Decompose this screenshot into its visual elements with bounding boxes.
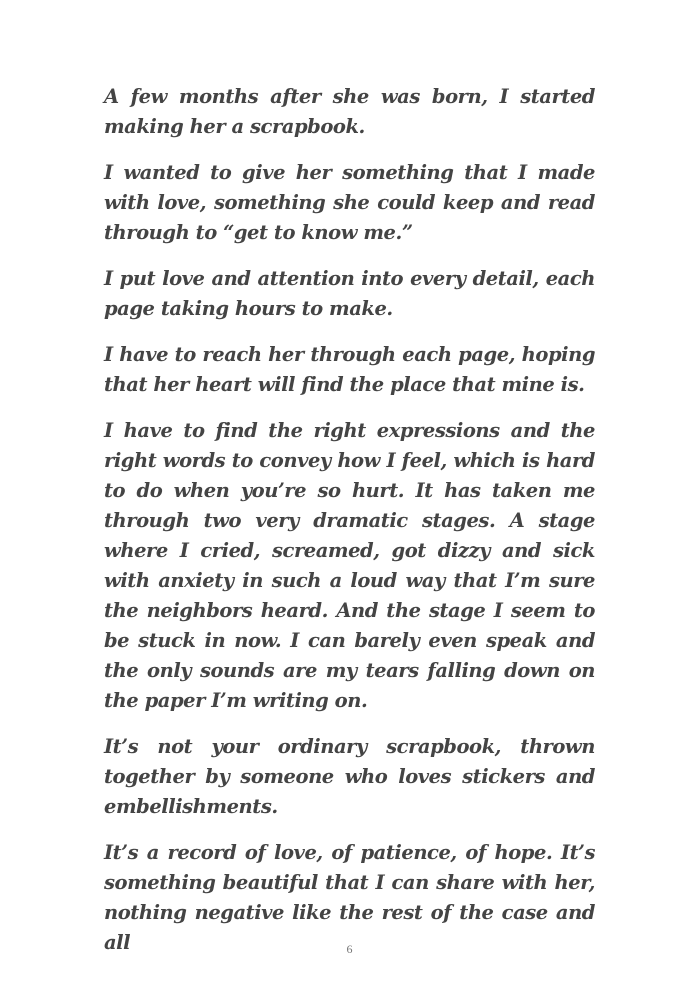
paragraph: I have to find the right expressions and the right words to convey how I feel, which is hard to do when you’re so hurt. It has taken me through two very dramatic stages. A stage where I cried, screamed, got dizzy and sick with anxiety in such a loud way that I’m sure the neighbors heard. And the stage I seem to be stuck in now. I can barely even speak and the only sounds are my tears falling down on the paper I’m writing on.	[104, 419, 595, 712]
page-number: 6	[346, 942, 353, 956]
body-text	[104, 82, 595, 974]
paragraph-last: It’s a record of love, of patience, of hope. It’s something beautiful that I can share with her, nothing negative like the rest of the case and all	[104, 841, 595, 954]
paragraph: I have to reach her through each page, hoping that her heart will find the place that mine is.	[104, 343, 595, 396]
paragraph: A few months after she was born, I started making her a scrapbook.	[104, 85, 595, 138]
paragraph: It’s not your ordinary scrapbook, thrown together by someone who loves stickers and embellishments.	[104, 735, 595, 818]
paragraph: I put love and attention into every detail, each page taking hours to make.	[104, 267, 595, 320]
paragraph: I wanted to give her something that I made with love, something she could keep and read through to “get to know me.”	[104, 161, 595, 244]
